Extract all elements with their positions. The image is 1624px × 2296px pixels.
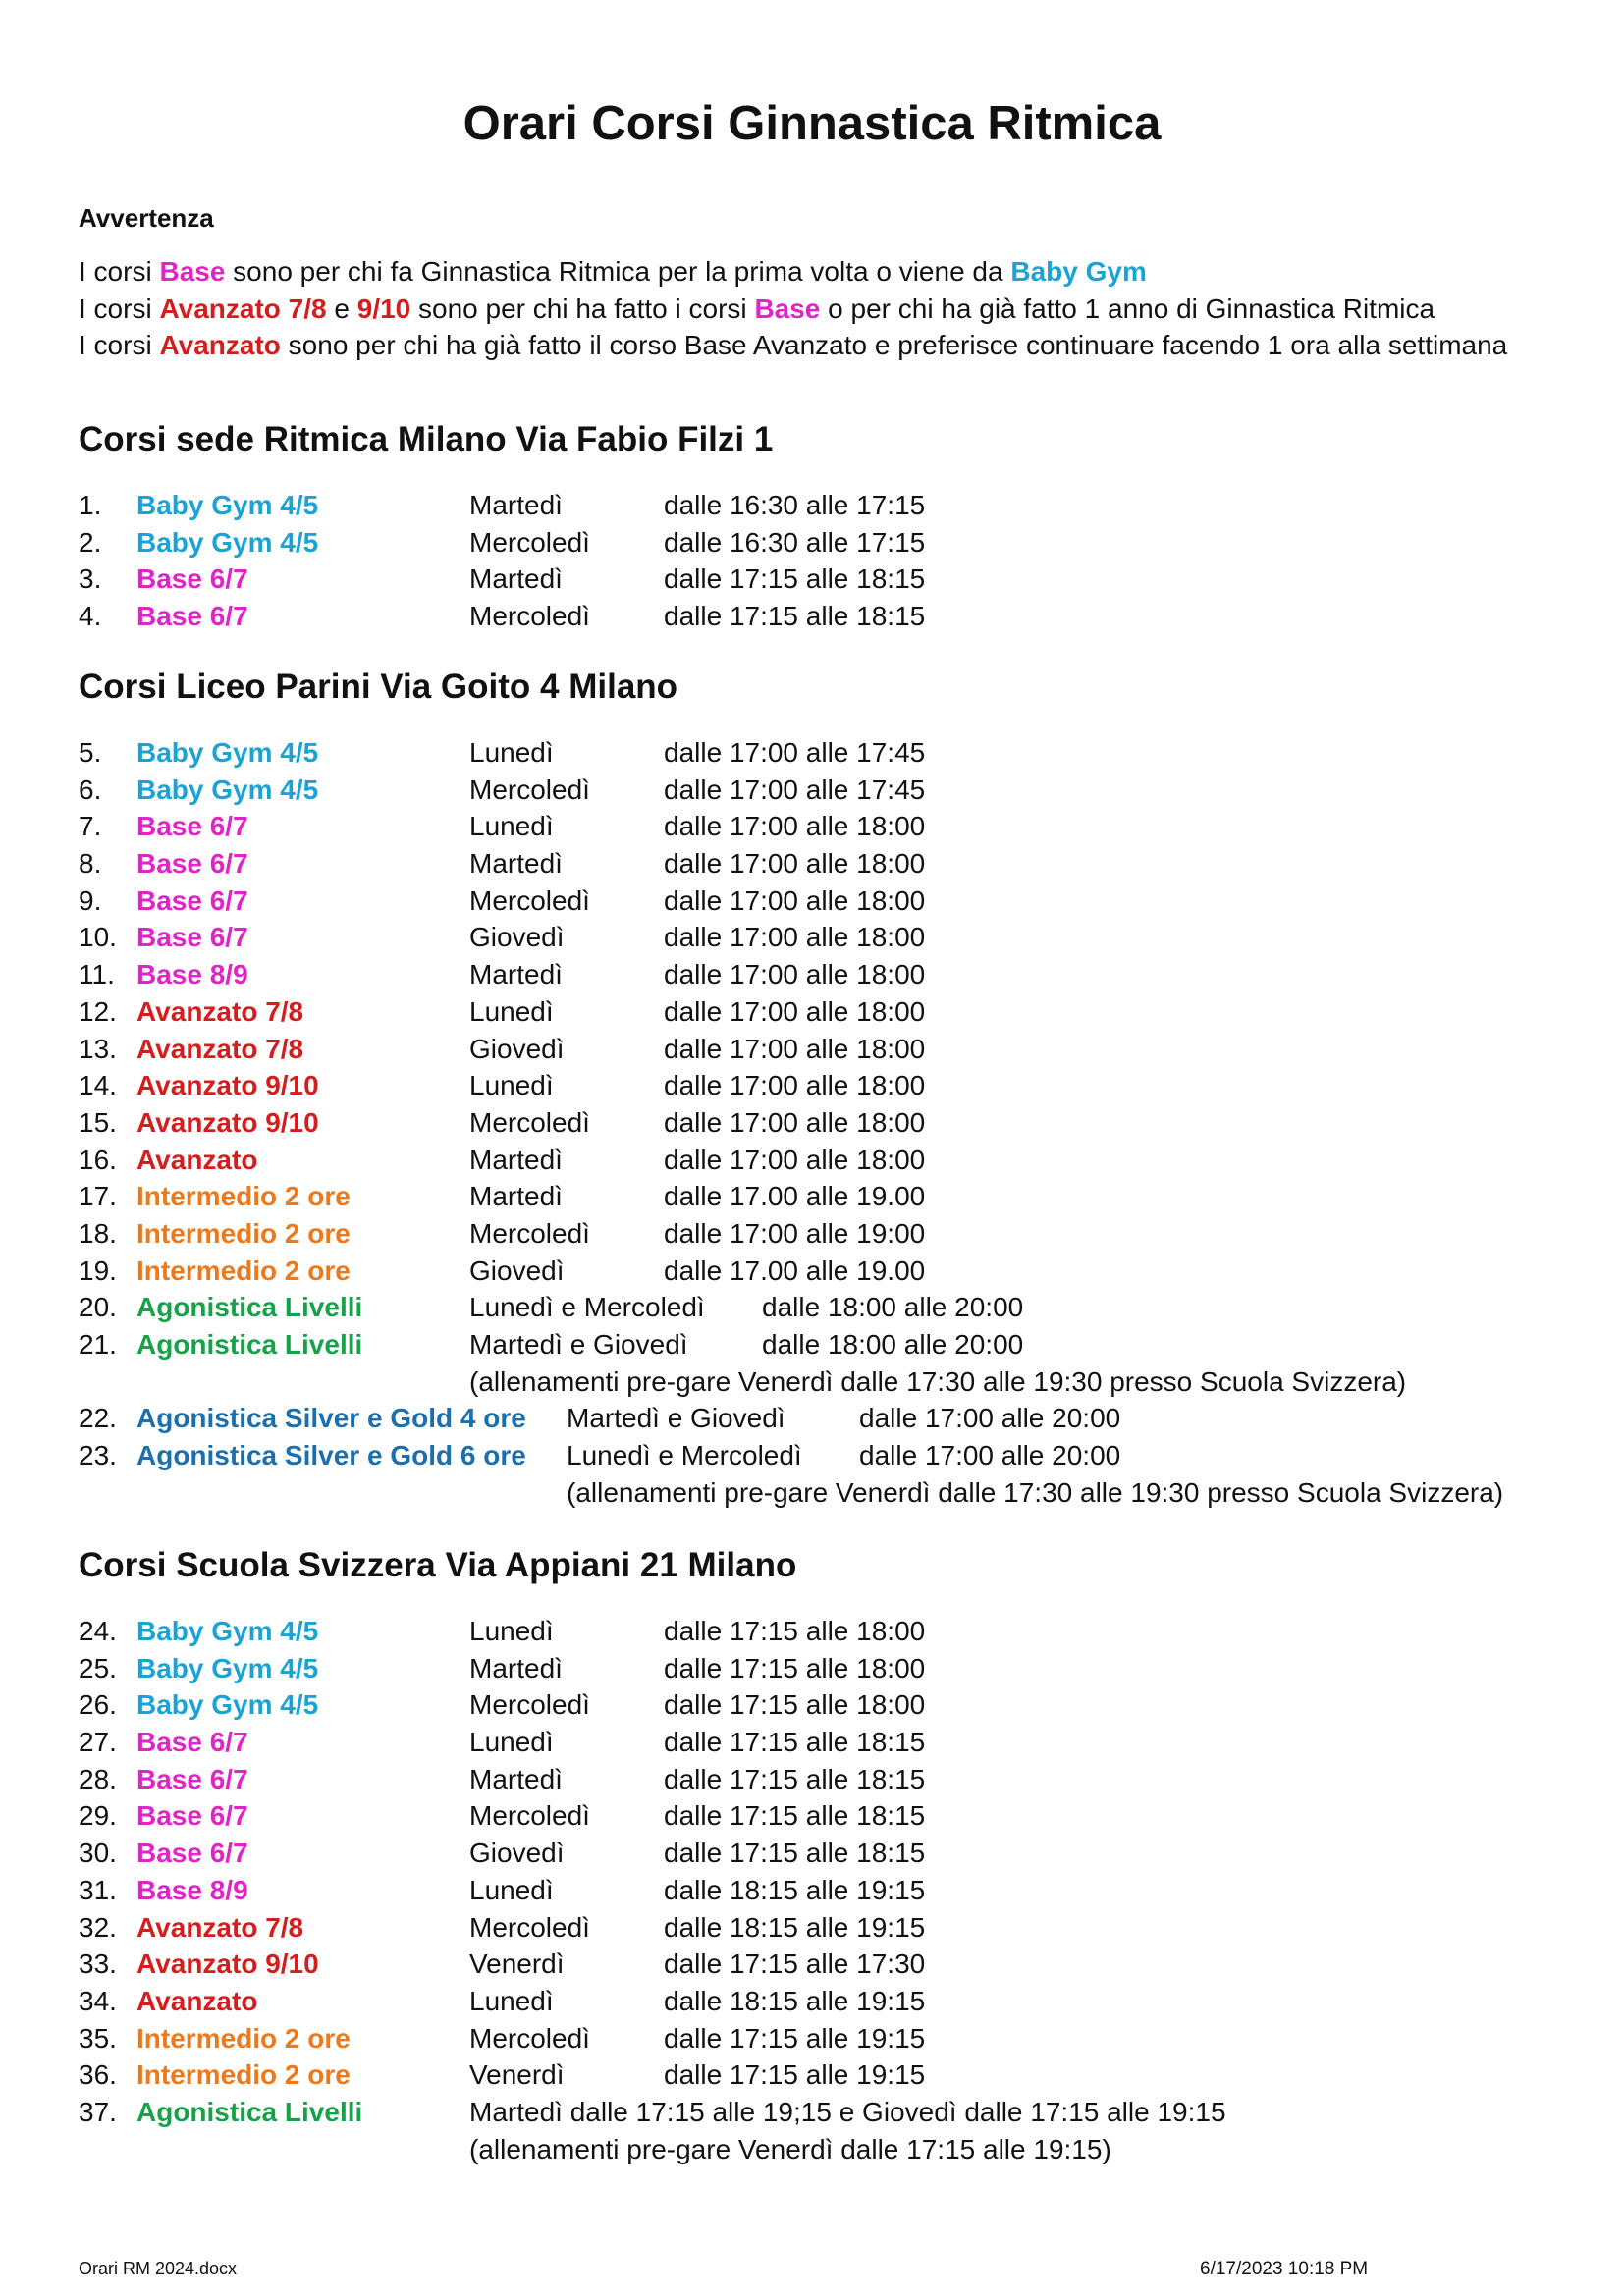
course-day: Lunedì xyxy=(469,1985,554,2016)
course-name: Avanzato xyxy=(136,1985,258,2016)
course-row xyxy=(79,1215,1571,1253)
course-name: Intermedio 2 ore xyxy=(136,1217,351,1249)
course-name: Baby Gym 4/5 xyxy=(136,1616,319,1646)
note-text: (allenamenti pre-gare Venerdì dalle 17:30 alle 19:30 presso Scuola Svizzera) xyxy=(469,1365,1407,1397)
course-time: dalle 18:15 alle 19:15 xyxy=(664,1985,926,2016)
course-number: 5. xyxy=(79,737,102,768)
notice-text: I corsi xyxy=(79,293,160,324)
course-name: Intermedio 2 ore xyxy=(136,2022,351,2054)
course-day: Giovedì xyxy=(469,1838,565,1869)
course-row xyxy=(79,1724,1571,1761)
course-day: Martedì xyxy=(469,1652,563,1683)
course-row xyxy=(79,993,1571,1031)
course-row xyxy=(79,1761,1571,1798)
course-number: 10. xyxy=(79,922,117,953)
course-day: Mercoledì xyxy=(469,601,590,632)
course-row xyxy=(79,808,1571,845)
course-name: Base 6/7 xyxy=(136,1727,248,1758)
course-number: 13. xyxy=(79,1033,117,1064)
course-number: 16. xyxy=(79,1144,117,1175)
course-number: 4. xyxy=(79,601,102,632)
course-name: Baby Gym 4/5 xyxy=(136,737,319,768)
warning-line xyxy=(79,291,1507,328)
course-day: Lunedì xyxy=(469,737,554,768)
course-day: Mercoledì xyxy=(469,1217,590,1249)
course-number: 32. xyxy=(79,1911,117,1943)
course-name: Base 6/7 xyxy=(136,848,248,880)
footer-filename: Orari RM 2024.docx xyxy=(79,2259,238,2278)
course-row xyxy=(79,1437,1571,1474)
course-row xyxy=(79,1104,1571,1142)
course-row xyxy=(79,1650,1571,1687)
course-day: Giovedì xyxy=(469,1033,565,1064)
highlight-text: Avanzato xyxy=(159,330,281,360)
course-day: Martedì xyxy=(469,1144,563,1175)
course-row xyxy=(79,487,1571,524)
course-row xyxy=(79,1909,1571,1947)
section-title: Corsi sede Ritmica Milano Via Fabio Filzi 1 xyxy=(79,420,774,458)
course-number: 34. xyxy=(79,1985,117,2016)
course-time: dalle 16:30 alle 17:15 xyxy=(664,490,926,520)
course-note xyxy=(79,2131,1571,2168)
course-row xyxy=(79,1253,1571,1290)
course-number: 33. xyxy=(79,1949,117,1980)
course-day: Lunedì xyxy=(469,1070,554,1101)
course-time: dalle 17:00 alle 18:00 xyxy=(664,959,926,990)
course-number: 27. xyxy=(79,1727,117,1758)
course-time: dalle 18:00 alle 20:00 xyxy=(762,1292,1024,1323)
course-time: dalle 17:00 alle 17:45 xyxy=(664,774,926,805)
warning-notice xyxy=(79,253,1507,364)
highlight-text: Baby Gym xyxy=(1010,256,1147,287)
course-time: dalle 17:00 alle 18:00 xyxy=(664,884,926,916)
course-day: Venerdì xyxy=(469,2059,565,2091)
course-time: dalle 18:15 alle 19:15 xyxy=(664,1874,926,1905)
notice-text: e xyxy=(326,293,357,324)
course-time: dalle 17:15 alle 19:15 xyxy=(664,2022,926,2054)
course-number: 15. xyxy=(79,1106,117,1138)
course-name: Avanzato 7/8 xyxy=(136,1033,304,1064)
course-list xyxy=(79,487,1571,635)
course-name: Base 8/9 xyxy=(136,959,248,990)
course-number: 20. xyxy=(79,1292,117,1323)
course-name: Base 6/7 xyxy=(136,1763,248,1794)
course-time: dalle 17:00 alle 18:00 xyxy=(664,1144,926,1175)
course-row xyxy=(79,1686,1571,1724)
notice-text: sono per chi ha già fatto il corso Base Avanzato e preferisce continuare facendo 1 ora alla settimana xyxy=(280,330,1508,360)
course-day: Martedì xyxy=(469,1181,563,1212)
course-number: 22. xyxy=(79,1403,117,1434)
course-time: dalle 17:15 alle 19:15 xyxy=(664,2059,926,2091)
warning-line xyxy=(79,253,1507,291)
course-time: dalle 17:15 alle 18:15 xyxy=(664,563,926,595)
course-day: Mercoledì xyxy=(469,2022,590,2054)
course-row xyxy=(79,1872,1571,1909)
course-day: Lunedì xyxy=(469,1616,554,1646)
course-name: Baby Gym 4/5 xyxy=(136,526,319,558)
course-row xyxy=(79,524,1571,561)
course-note xyxy=(79,1474,1571,1512)
course-day: Mercoledì xyxy=(469,1106,590,1138)
warning-heading: Avvertenza xyxy=(79,203,214,233)
course-day: Lunedì xyxy=(469,1727,554,1758)
course-day: Mercoledì xyxy=(469,1800,590,1832)
course-day: Martedì e Giovedì xyxy=(469,1329,688,1360)
course-time: dalle 17.00 alle 19.00 xyxy=(664,1181,926,1212)
course-number: 2. xyxy=(79,526,102,558)
course-list xyxy=(79,734,1571,1511)
course-time: dalle 17:00 alle 20:00 xyxy=(859,1440,1121,1471)
course-row xyxy=(79,1835,1571,1872)
course-row xyxy=(79,2094,1571,2131)
course-day: Giovedì xyxy=(469,1255,565,1286)
warning-line xyxy=(79,327,1507,364)
course-row xyxy=(79,1946,1571,1983)
course-name: Agonistica Silver e Gold 6 ore xyxy=(136,1440,526,1471)
course-number: 7. xyxy=(79,811,102,842)
course-name: Avanzato 9/10 xyxy=(136,1949,319,1980)
course-row xyxy=(79,1142,1571,1179)
course-time: dalle 17:15 alle 18:00 xyxy=(664,1689,926,1721)
course-number: 19. xyxy=(79,1255,117,1286)
course-day: Mercoledì xyxy=(469,774,590,805)
course-number: 21. xyxy=(79,1329,117,1360)
course-day: Giovedì xyxy=(469,922,565,953)
course-time: dalle 17:15 alle 18:00 xyxy=(664,1652,926,1683)
course-day: Martedì xyxy=(469,848,563,880)
course-number: 37. xyxy=(79,2096,117,2127)
course-day: Lunedì xyxy=(469,811,554,842)
course-day: Lunedì xyxy=(469,995,554,1027)
course-number: 35. xyxy=(79,2022,117,2054)
highlight-text: 9/10 xyxy=(356,293,411,324)
course-day: Martedì e Giovedì xyxy=(567,1403,785,1434)
course-time: dalle 17:15 alle 18:15 xyxy=(664,1838,926,1869)
course-row xyxy=(79,919,1571,956)
course-name: Agonistica Livelli xyxy=(136,1292,363,1323)
course-number: 30. xyxy=(79,1838,117,1869)
course-number: 28. xyxy=(79,1763,117,1794)
highlight-text: Base xyxy=(159,256,226,287)
course-number: 6. xyxy=(79,774,102,805)
course-list xyxy=(79,1613,1571,2167)
course-number: 11. xyxy=(79,959,115,990)
course-day: Lunedì e Mercoledì xyxy=(567,1440,802,1471)
course-row xyxy=(79,1400,1571,1437)
course-row xyxy=(79,1797,1571,1835)
course-number: 17. xyxy=(79,1181,117,1212)
course-row xyxy=(79,561,1571,598)
course-number: 3. xyxy=(79,563,102,595)
notice-text: sono per chi ha fatto i corsi xyxy=(410,293,755,324)
course-day: Martedì xyxy=(469,959,563,990)
note-text: (allenamenti pre-gare Venerdì dalle 17:15 alle 19:15) xyxy=(469,2133,1111,2164)
course-time: dalle 17:15 alle 18:15 xyxy=(664,1763,926,1794)
course-name: Baby Gym 4/5 xyxy=(136,490,319,520)
notice-text: I corsi xyxy=(79,256,160,287)
course-day: Martedì dalle 17:15 alle 19;15 e Giovedì dalle 17:15 alle 19:15 xyxy=(469,2096,1226,2127)
course-name: Intermedio 2 ore xyxy=(136,2059,351,2091)
course-time: dalle 17:15 alle 18:00 xyxy=(664,1616,926,1646)
course-number: 9. xyxy=(79,884,102,916)
course-number: 24. xyxy=(79,1616,117,1646)
course-time: dalle 17:00 alle 18:00 xyxy=(664,811,926,842)
course-row xyxy=(79,882,1571,920)
course-number: 12. xyxy=(79,995,117,1027)
highlight-text: Base xyxy=(754,293,821,324)
course-time: dalle 16:30 alle 17:15 xyxy=(664,526,926,558)
course-time: dalle 17:00 alle 18:00 xyxy=(664,1033,926,1064)
course-row xyxy=(79,734,1571,772)
course-day: Martedì xyxy=(469,1763,563,1794)
notice-text: sono per chi fa Ginnastica Ritmica per la prima volta o viene da xyxy=(225,256,1011,287)
course-day: Venerdì xyxy=(469,1949,565,1980)
course-name: Baby Gym 4/5 xyxy=(136,1652,319,1683)
course-number: 1. xyxy=(79,490,102,520)
course-name: Avanzato 9/10 xyxy=(136,1106,319,1138)
course-day: Mercoledì xyxy=(469,884,590,916)
course-row xyxy=(79,1326,1571,1363)
course-name: Base 6/7 xyxy=(136,563,248,595)
course-number: 25. xyxy=(79,1652,117,1683)
course-row xyxy=(79,2020,1571,2057)
course-time: dalle 17:15 alle 18:15 xyxy=(664,1727,926,1758)
course-time: dalle 17:00 alle 18:00 xyxy=(664,1106,926,1138)
section-title: Corsi Liceo Parini Via Goito 4 Milano xyxy=(79,667,678,706)
course-row xyxy=(79,2056,1571,2094)
notice-text: o per chi ha già fatto 1 anno di Ginnastica Ritmica xyxy=(820,293,1435,324)
course-number: 26. xyxy=(79,1689,117,1721)
course-row xyxy=(79,598,1571,635)
course-row xyxy=(79,845,1571,882)
notice-text: I corsi xyxy=(79,330,160,360)
course-name: Base 8/9 xyxy=(136,1874,248,1905)
course-name: Avanzato 9/10 xyxy=(136,1070,319,1101)
course-name: Intermedio 2 ore xyxy=(136,1255,351,1286)
course-number: 36. xyxy=(79,2059,117,2091)
course-name: Base 6/7 xyxy=(136,1838,248,1869)
course-name: Agonistica Livelli xyxy=(136,2096,363,2127)
course-day: Mercoledì xyxy=(469,1689,590,1721)
course-name: Intermedio 2 ore xyxy=(136,1181,351,1212)
course-day: Mercoledì xyxy=(469,526,590,558)
highlight-text: Avanzato 7/8 xyxy=(159,293,327,324)
course-day: Martedì xyxy=(469,490,563,520)
note-text: (allenamenti pre-gare Venerdì dalle 17:30 alle 19:30 presso Scuola Svizzera) xyxy=(567,1476,1504,1508)
course-name: Avanzato 7/8 xyxy=(136,1911,304,1943)
course-time: dalle 17:00 alle 19:00 xyxy=(664,1217,926,1249)
course-name: Agonistica Livelli xyxy=(136,1329,363,1360)
section-title: Corsi Scuola Svizzera Via Appiani 21 Milano xyxy=(79,1546,797,1584)
course-name: Base 6/7 xyxy=(136,884,248,916)
course-row xyxy=(79,1031,1571,1068)
course-time: dalle 17:00 alle 17:45 xyxy=(664,737,926,768)
course-number: 31. xyxy=(79,1874,117,1905)
course-note xyxy=(79,1363,1571,1401)
course-row xyxy=(79,1067,1571,1104)
course-row xyxy=(79,1178,1571,1215)
course-day: Martedì xyxy=(469,563,563,595)
course-time: dalle 17:00 alle 18:00 xyxy=(664,1070,926,1101)
course-time: dalle 17.00 alle 19.00 xyxy=(664,1255,926,1286)
course-row xyxy=(79,1983,1571,2020)
course-number: 14. xyxy=(79,1070,117,1101)
course-day: Mercoledì xyxy=(469,1911,590,1943)
course-name: Agonistica Silver e Gold 4 ore xyxy=(136,1403,526,1434)
course-name: Avanzato xyxy=(136,1144,258,1175)
course-number: 8. xyxy=(79,848,102,880)
course-name: Base 6/7 xyxy=(136,922,248,953)
course-day: Lunedì xyxy=(469,1874,554,1905)
course-number: 18. xyxy=(79,1217,117,1249)
course-number: 23. xyxy=(79,1440,117,1471)
course-time: dalle 17:15 alle 18:15 xyxy=(664,601,926,632)
page-title: Orari Corsi Ginnastica Ritmica xyxy=(462,97,1162,150)
course-name: Baby Gym 4/5 xyxy=(136,1689,319,1721)
course-time: dalle 18:15 alle 19:15 xyxy=(664,1911,926,1943)
course-time: dalle 17:15 alle 18:15 xyxy=(664,1800,926,1832)
course-time: dalle 17:00 alle 18:00 xyxy=(664,848,926,880)
course-number: 29. xyxy=(79,1800,117,1832)
course-name: Base 6/7 xyxy=(136,811,248,842)
course-time: dalle 17:00 alle 18:00 xyxy=(664,922,926,953)
course-day: Lunedì e Mercoledì xyxy=(469,1292,705,1323)
course-name: Avanzato 7/8 xyxy=(136,995,304,1027)
footer-timestamp: 6/17/2023 10:18 PM xyxy=(1200,2259,1369,2279)
course-row xyxy=(79,1613,1571,1650)
course-time: dalle 17:00 alle 20:00 xyxy=(859,1403,1121,1434)
course-name: Baby Gym 4/5 xyxy=(136,774,319,805)
course-row xyxy=(79,956,1571,993)
course-time: dalle 18:00 alle 20:00 xyxy=(762,1329,1024,1360)
course-row xyxy=(79,772,1571,809)
course-time: dalle 17:00 alle 18:00 xyxy=(664,995,926,1027)
course-time: dalle 17:15 alle 17:30 xyxy=(664,1949,926,1980)
course-row xyxy=(79,1289,1571,1326)
course-name: Base 6/7 xyxy=(136,601,248,632)
course-name: Base 6/7 xyxy=(136,1800,248,1832)
